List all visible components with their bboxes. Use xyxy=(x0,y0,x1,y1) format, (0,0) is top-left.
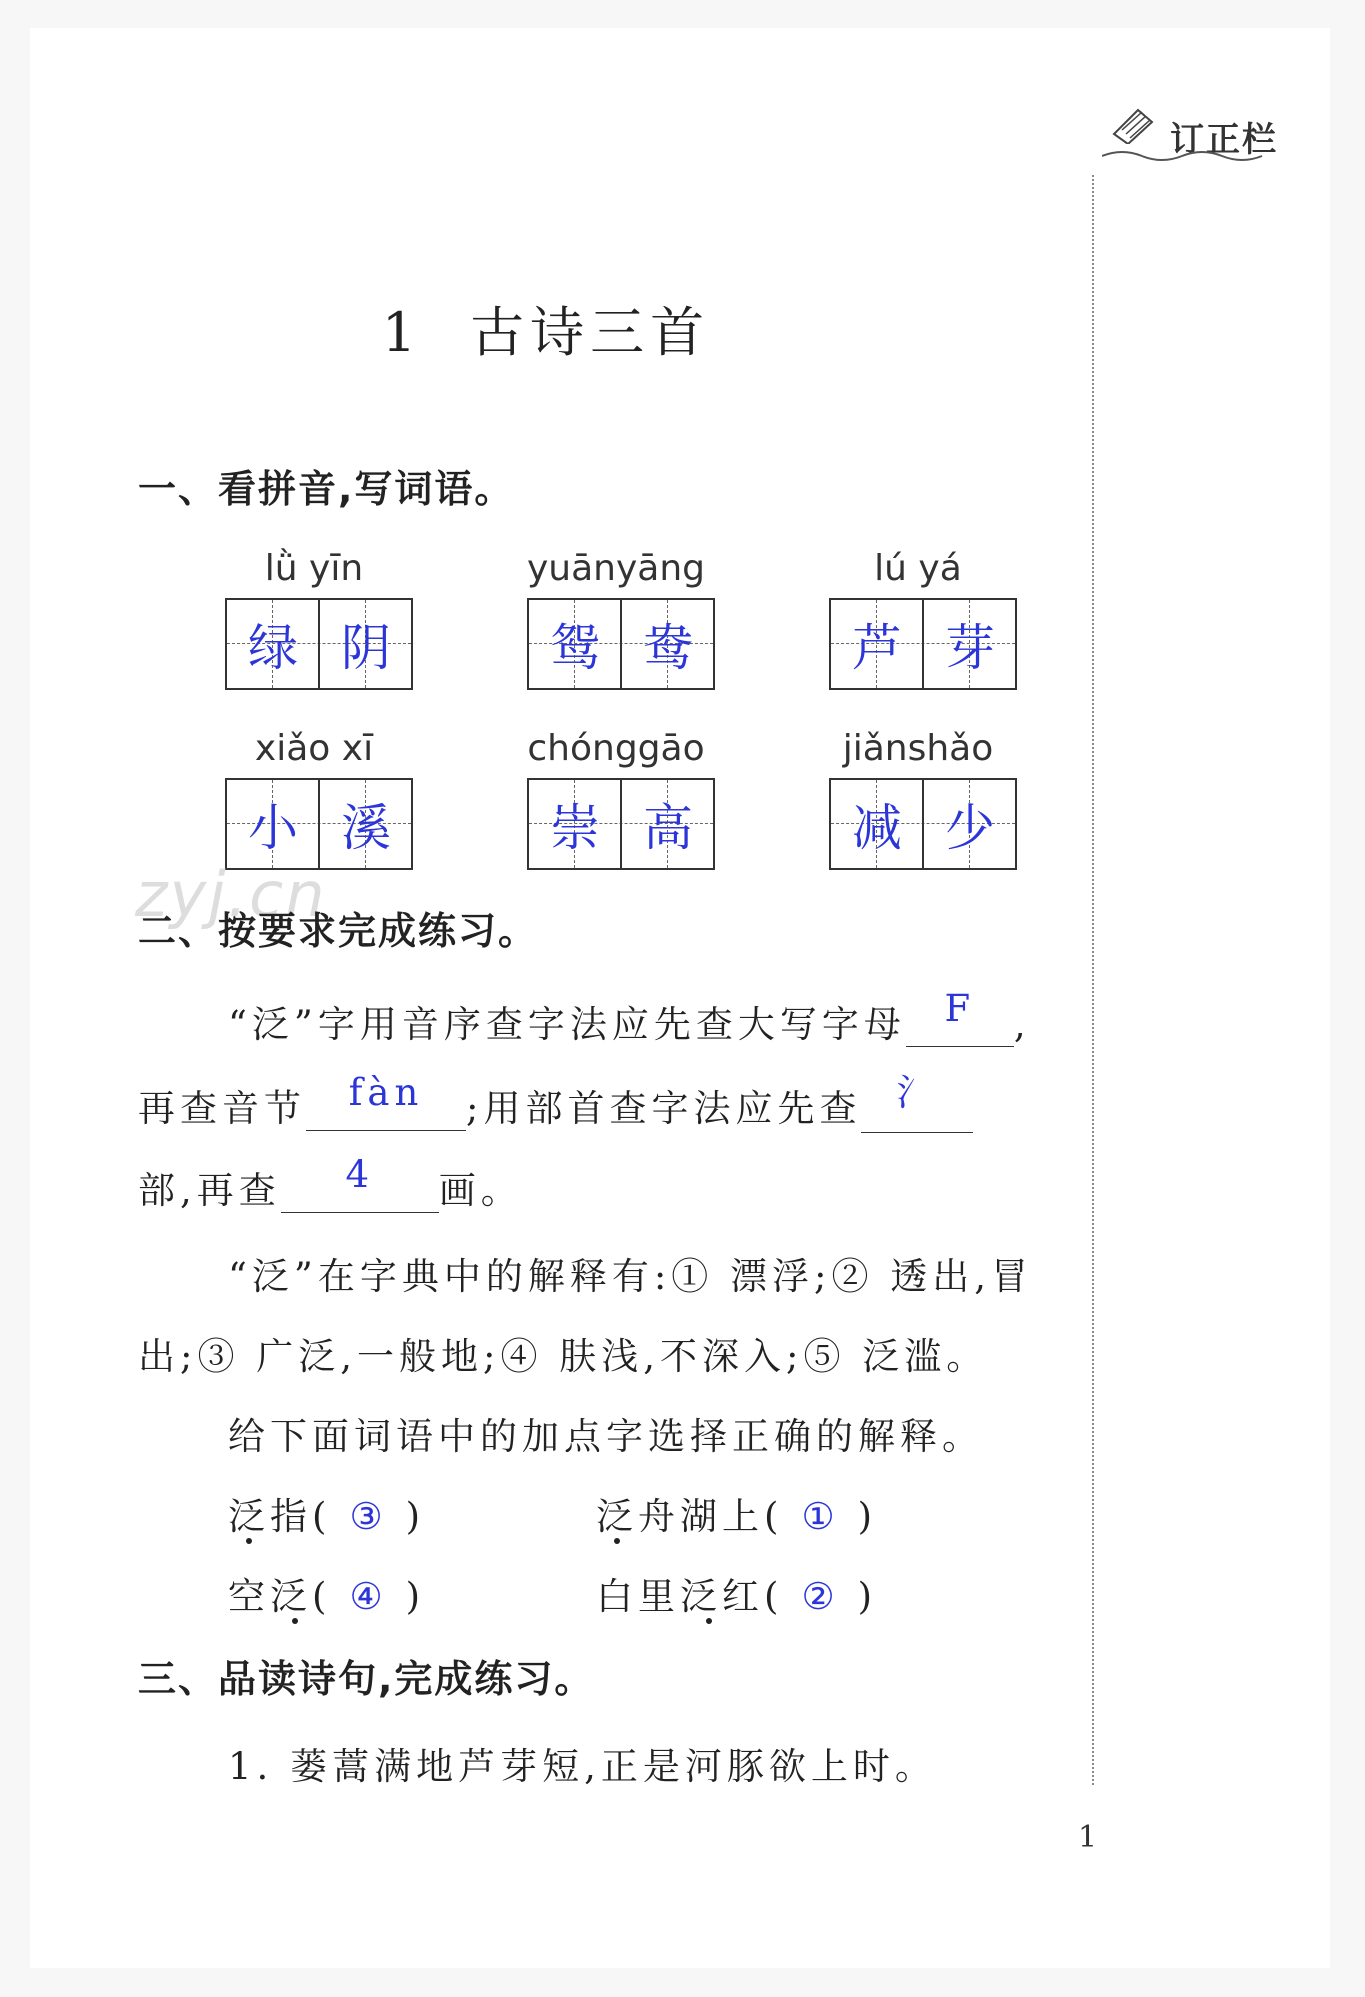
exercise-item: 白里泛红( ② ) xyxy=(596,1575,878,1618)
answer-blank: fàn xyxy=(306,1087,466,1131)
answer-char: 少 xyxy=(945,798,995,857)
emphasis-dot xyxy=(706,1618,712,1624)
answer-char: 减 xyxy=(852,798,902,857)
emphasis-dot xyxy=(614,1538,620,1544)
answer-mark: ① xyxy=(801,1495,840,1538)
exercise-item: 泛指( ③ ) xyxy=(228,1495,426,1538)
page-number: 1 xyxy=(1078,1820,1098,1855)
lesson-title xyxy=(0,290,1092,367)
column-divider xyxy=(1092,175,1094,1785)
answer-char: 溪 xyxy=(341,798,391,857)
word-box xyxy=(829,778,1017,870)
word-box xyxy=(225,598,413,690)
answer-char: 鸳 xyxy=(550,618,600,677)
exercise-item: 泛舟湖上( ① ) xyxy=(596,1495,878,1538)
section1-heading: 一、看拼音,写词语。 xyxy=(138,467,515,511)
answer-char: 高 xyxy=(643,798,693,857)
answer-char: 小 xyxy=(248,798,298,857)
poem-line: 1. 蒌蒿满地芦芽短,正是河豚欲上时。 xyxy=(228,1745,937,1788)
pinyin-label: jiǎnshǎo xyxy=(842,728,994,769)
watermark: zyj.cn xyxy=(135,858,327,931)
pencil-icon xyxy=(1108,104,1164,144)
emphasis-dot xyxy=(292,1618,298,1624)
word-box xyxy=(225,778,413,870)
answer-char: 芽 xyxy=(945,618,995,677)
answer-char: 崇 xyxy=(550,798,600,857)
pinyin-label: chónggāo xyxy=(527,728,705,769)
correction-underline xyxy=(1102,148,1322,164)
pinyin-label: yuānyāng xyxy=(526,548,706,589)
exercise-item: 空泛( ④ ) xyxy=(228,1575,426,1618)
answer-mark: ② xyxy=(801,1575,840,1618)
definition-line: 出;③ 广泛,一般地;④ 肤浅,不深入;⑤ 泛滥。 xyxy=(138,1335,989,1378)
answer-blank: F xyxy=(906,1003,1014,1047)
answer-blank: 氵 xyxy=(861,1078,973,1133)
answer-mark: ④ xyxy=(349,1575,388,1618)
lesson-name: 古诗三首 xyxy=(470,301,711,364)
answer-char: 鸯 xyxy=(643,618,693,677)
word-box xyxy=(527,778,715,870)
exercise-line: 部,再查 4 画。 xyxy=(138,1153,523,1212)
pinyin-label: lú yá xyxy=(874,548,962,589)
lesson-number: 1 xyxy=(381,301,423,364)
emphasis-dot xyxy=(246,1538,252,1544)
answer-char: 芦 xyxy=(852,618,902,677)
section2-heading: 二、按要求完成练习。 xyxy=(138,909,539,953)
exercise-line: “泛”字用音序查字法应先查大写字母 F , xyxy=(228,987,1031,1046)
instruction-line: 给下面词语中的加点字选择正确的解释。 xyxy=(228,1415,984,1458)
answer-char: 阴 xyxy=(341,618,391,677)
definition-line: “泛”在字典中的解释有:① 漂浮;② 透出,冒 xyxy=(228,1255,1034,1298)
word-box xyxy=(829,598,1017,690)
answer-char: 绿 xyxy=(248,618,298,677)
correction-column-label: 订正栏 xyxy=(1170,120,1278,160)
section3-heading: 三、品读诗句,完成练习。 xyxy=(138,1657,595,1701)
pinyin-label: xiǎo xī xyxy=(254,728,374,769)
pinyin-label: lǜ yīn xyxy=(264,548,364,589)
answer-blank: 4 xyxy=(281,1169,439,1213)
exercise-line: 再查音节 fàn ;用部首查字法应先查 氵 xyxy=(138,1078,973,1133)
word-box xyxy=(527,598,715,690)
answer-mark: ③ xyxy=(349,1495,388,1538)
